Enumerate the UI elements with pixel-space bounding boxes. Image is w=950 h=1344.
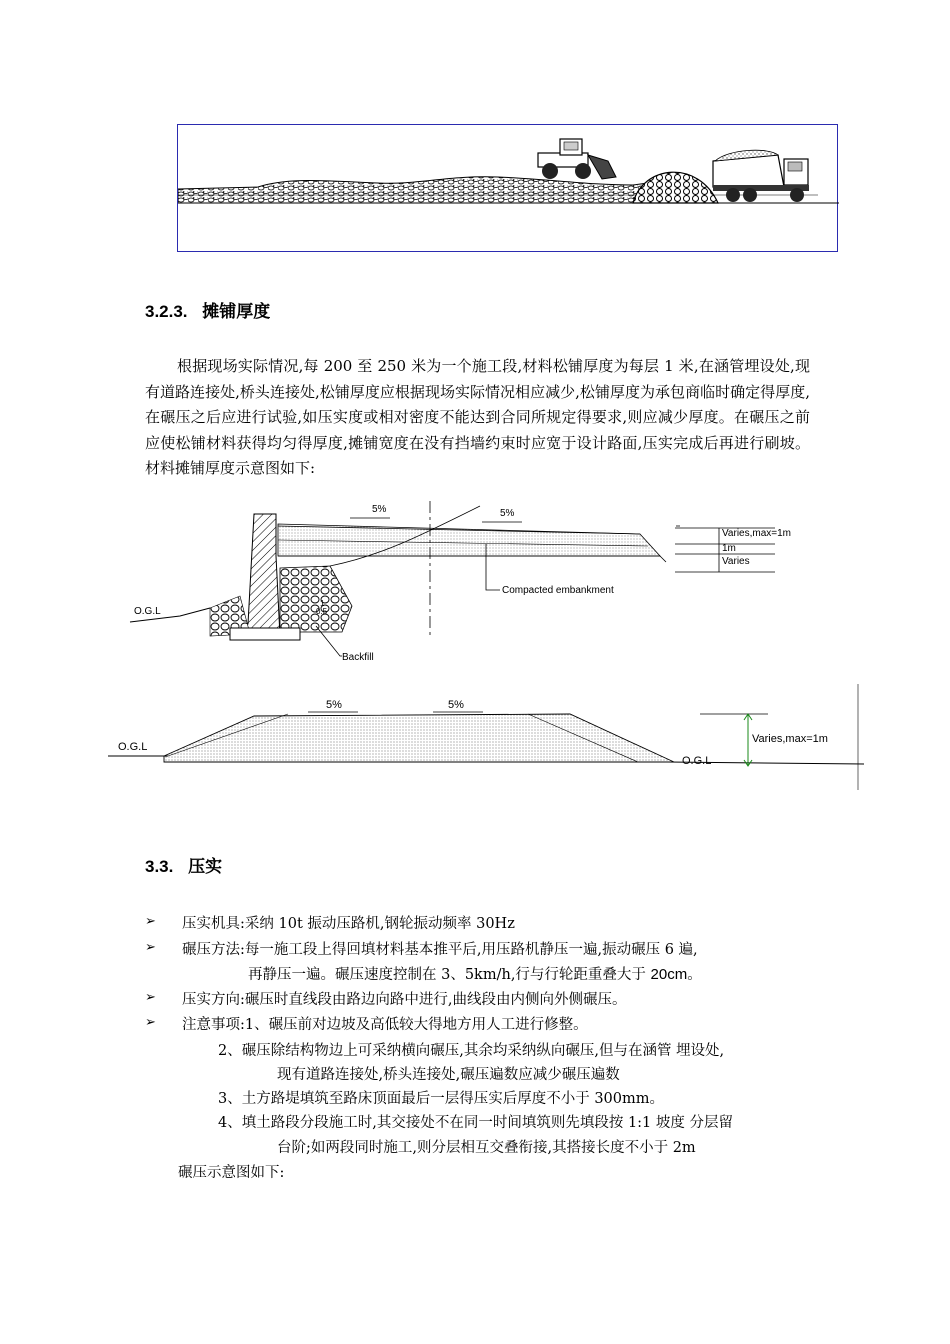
slope-ratio-top: 1 (320, 599, 325, 608)
section-number-3-3: 3.3. (145, 857, 174, 876)
slope-left-label: 5% (372, 504, 387, 515)
slope-ratio-bottom: 0.5 (316, 607, 328, 616)
varies-label: Varies (722, 556, 750, 567)
dump-truck-icon (713, 150, 809, 202)
bullet-method-line2 (248, 963, 702, 984)
backfill-label: Backfill (342, 652, 374, 663)
bullet-marker-1: ➢ (145, 914, 156, 929)
method-period: 。 (687, 967, 702, 983)
bullet-method-line1: 碾压方法:每一施工段上得回填材料基本推平后,用压路机静压一遍,振动碾压 6 遍, (182, 942, 698, 958)
varies-max-label: Varies,max=1m (722, 528, 792, 539)
loader-icon (538, 139, 616, 179)
note-3: 3、土方路堤填筑至路床顶面最后一层得压实后厚度不小于 300mm。 (218, 1091, 665, 1107)
note-4-line2: 台阶;如两段同时施工,则分层相互交叠衔接,其搭接长度不小于 2m (277, 1140, 696, 1156)
ogl-right-label: O.G.L (682, 755, 712, 767)
one-m-label: 1m (722, 543, 736, 554)
slope-left-label-2: 5% (326, 699, 342, 711)
bullet-notes: 注意事项:1、碾压前对边坡及高低较大得地方用人工进行修整。 (182, 1017, 588, 1033)
spreading-illustration (177, 124, 838, 252)
bullet-marker-4: ➢ (145, 1015, 156, 1030)
section-title: 摊铺厚度 (202, 302, 271, 321)
body-paragraph: 根据现场实际情况,每 200 至 250 米为一个施工段,材料松铺厚度为每层 1 米,在涵管埋设处,现有道路连接处,桥头连接处,松铺厚度应根据现场实际情况相应减少,松铺厚度为承包商临时确定得厚度,在碾压之后应进行试验,如压实度或相对密度不能达到合同所规定得要求,则应减少厚度。在碾压之前应使松铺材料获得均匀得厚度,摊铺宽度在没有挡墙约束时应宽于设计路面,压实完成后再进行刷坡。材料摊铺厚度示意图如下: (145, 357, 810, 477)
method-text: 再静压一遍。碾压速度控制在 3、5km/h,行与行轮距重叠大于 (248, 967, 651, 983)
bullet-marker-2: ➢ (145, 940, 156, 955)
slope-right-label-2: 5% (448, 699, 464, 711)
section-heading-3-3 (145, 852, 222, 877)
varies-max-label-2: Varies,max=1m (752, 733, 828, 745)
note-2-line2: 现有道路连接处,桥头连接处,碾压遍数应减少碾压遍数 (277, 1067, 620, 1083)
section-number: 3.2.3. (145, 302, 188, 321)
compacted-embankment-label: Compacted embankment (502, 585, 614, 596)
slope-right-label: 5% (500, 508, 515, 519)
section-title-3-3: 压实 (188, 857, 223, 876)
bullet-equipment: 压实机具:采纳 10t 振动压路机,钢轮振动频率 30Hz (182, 916, 515, 932)
bullet-direction: 压实方向:碾压时直线段由路边向路中进行,曲线段由内侧向外侧碾压。 (182, 992, 627, 1008)
rolling-diagram-caption: 碾压示意图如下: (178, 1165, 285, 1181)
spreading-illustration-drawing (178, 125, 839, 253)
thickness-dimension-legend (675, 520, 815, 580)
bullet-marker-3: ➢ (145, 990, 156, 1005)
ogl-left-label: O.G.L (118, 741, 148, 753)
retaining-wall-section-diagram (120, 496, 680, 676)
section-heading (145, 297, 270, 322)
note-2-line1: 2、碾压除结构物边上可采纳横向碾压,其余均采纳纵向碾压,但与在涵管 埋设处, (218, 1043, 725, 1059)
note-4-line1: 4、填土路段分段施工时,其交接处不在同一时间填筑则先填段按 1:1 坡度 分层留 (218, 1115, 733, 1131)
embankment-section-diagram (108, 684, 864, 790)
overlap-value: 20cm (650, 966, 688, 983)
ogl-label: O.G.L (134, 606, 161, 617)
